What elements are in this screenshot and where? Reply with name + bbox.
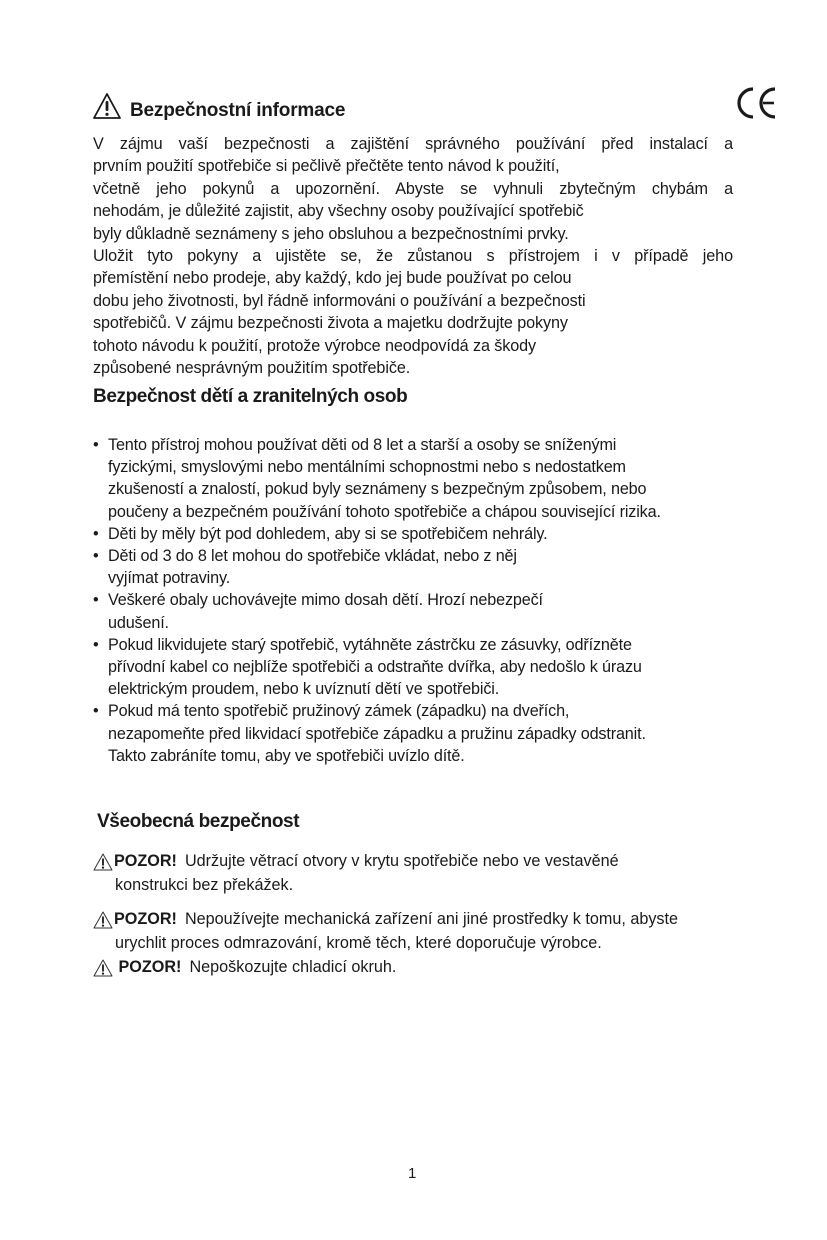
text-line: Děti by měly být pod dohledem, aby si se spotřebičem nehrály. [108,524,548,543]
text-line: Veškeré obaly uchovávejte mimo dosah dětí. Hrozí nebezpečí [108,591,543,610]
list-item [93,700,743,767]
text-line: urychlit proces odmrazování, kromě těch, které doporučuje výrobce. [115,934,602,952]
warning-text: Udržujte větrací otvory v krytu spotřebiče nebo ve vestavěné [184,852,619,870]
section-heading-general-safety: Všeobecná bezpečnost [97,811,300,832]
section-heading-children-safety: Bezpečnost dětí a zranitelných osob [93,386,408,407]
text-line: Děti od 3 do 8 let mohou do spotřebiče vkládat, nebo z něj [108,547,517,566]
text-line: přívodní kabel co nejblíže spotřebiči a odstraňte dvířka, aby nedošlo k úrazu [108,658,642,677]
warning-triangle-icon [93,853,113,871]
warning-item [93,907,753,955]
text-line: Tento přístroj mohou používat děti od 8 let a starší a osoby se sníženými [108,436,617,454]
warning-text: Nepoužívejte mechanická zařízení ani jiné prostředky k tomu, abyste [184,910,679,928]
intro-paragraph [93,133,733,379]
page-number: 1 [408,1165,417,1182]
text-line: Pokud likvidujete starý spotřebič, vytáhněte zástrčku ze zásuvky, odřízněte [108,635,632,654]
text-line: nezapomeňte před likvidací spotřebiče západku a pružinu západky odstranit. [108,724,646,743]
text-line: způsobené nesprávným použitím spotřebiče. [93,359,411,378]
ce-mark-icon [736,86,778,120]
bullet-icon: • [93,436,99,454]
text-line: spotřebičů. V zájmu bezpečnosti života a majetku dodržujte pokyny [93,314,568,333]
text-line: přemístění nebo prodeje, aby každý, kdo jej bude používat po celou [93,269,572,288]
bullet-icon: • [93,524,99,543]
text-line: Pokud má tento spotřebič pružinový zámek (západku) na dveřích, [108,702,570,721]
text-line: Takto zabráníte tomu, aby ve spotřebiči uvízlo dítě. [108,746,465,765]
list-item [93,434,743,523]
section-heading-safety-info [92,90,345,122]
text-line: poučeny a bezpečném používání tohoto spotřebiče a chápou související rizika. [108,502,661,521]
text-line: tohoto návodu k použití, protože výrobce neodpovídá za škody [93,336,537,355]
warning-triangle-icon [92,92,122,120]
section-title: Bezpečnostní informace [130,100,346,121]
list-item [93,523,743,545]
list-item [93,545,743,589]
children-safety-list [93,434,743,767]
bullet-icon: • [93,702,99,721]
bullet-icon: • [93,635,99,654]
list-item [93,634,743,701]
text-line: zkušeností a znalostí, pokud byly seznámeny s bezpečným způsobem, nebo [108,480,647,499]
warning-text: Nepoškozujte chladicí okruh. [189,958,397,976]
warning-item [93,955,753,979]
text-line: vyjímat potraviny. [108,569,231,588]
text-line: včetně jeho pokynů a upozornění. Abyste se vyhnuli zbytečným chybám a [93,179,733,198]
text-line: fyzickými, smyslovými nebo mentálními schopnostmi nebo s nedostatkem [108,458,626,477]
text-line: Uložit tyto pokyny a ujistěte se, že zůstanou s přístrojem i v případě jeho [93,247,733,266]
warning-triangle-icon [93,959,113,977]
list-item [93,589,743,633]
text-line: nehodám, je důležité zajistit, aby všechny osoby používající spotřebič [93,202,584,221]
general-safety-warnings [93,849,753,979]
warning-label: POZOR! [114,910,177,928]
text-line: prvním použití spotřebiče si pečlivě přečtěte tento návod k použití, [93,157,560,176]
warning-triangle-icon [93,911,113,929]
text-line: konstrukci bez překážek. [115,876,294,894]
bullet-icon: • [93,591,99,610]
warning-label: POZOR! [118,958,182,976]
text-line: V zájmu vaší bezpečnosti a zajištění správného používání před instalací a [93,135,733,153]
text-line: elektrickým proudem, nebo k uvíznutí dětí ve spotřebiči. [108,680,500,699]
text-line [114,907,753,931]
text-line [114,849,753,873]
text-line: udušení. [108,613,169,632]
warning-label: POZOR! [114,852,177,870]
text-line [114,955,753,979]
text-line: byly důkladně seznámeny s jeho obsluhou a bezpečnostními prvky. [93,224,569,243]
bullet-icon: • [93,547,99,566]
warning-item [93,849,753,897]
text-line: dobu jeho životnosti, byl řádně informováni o používání a bezpečnosti [93,291,586,310]
